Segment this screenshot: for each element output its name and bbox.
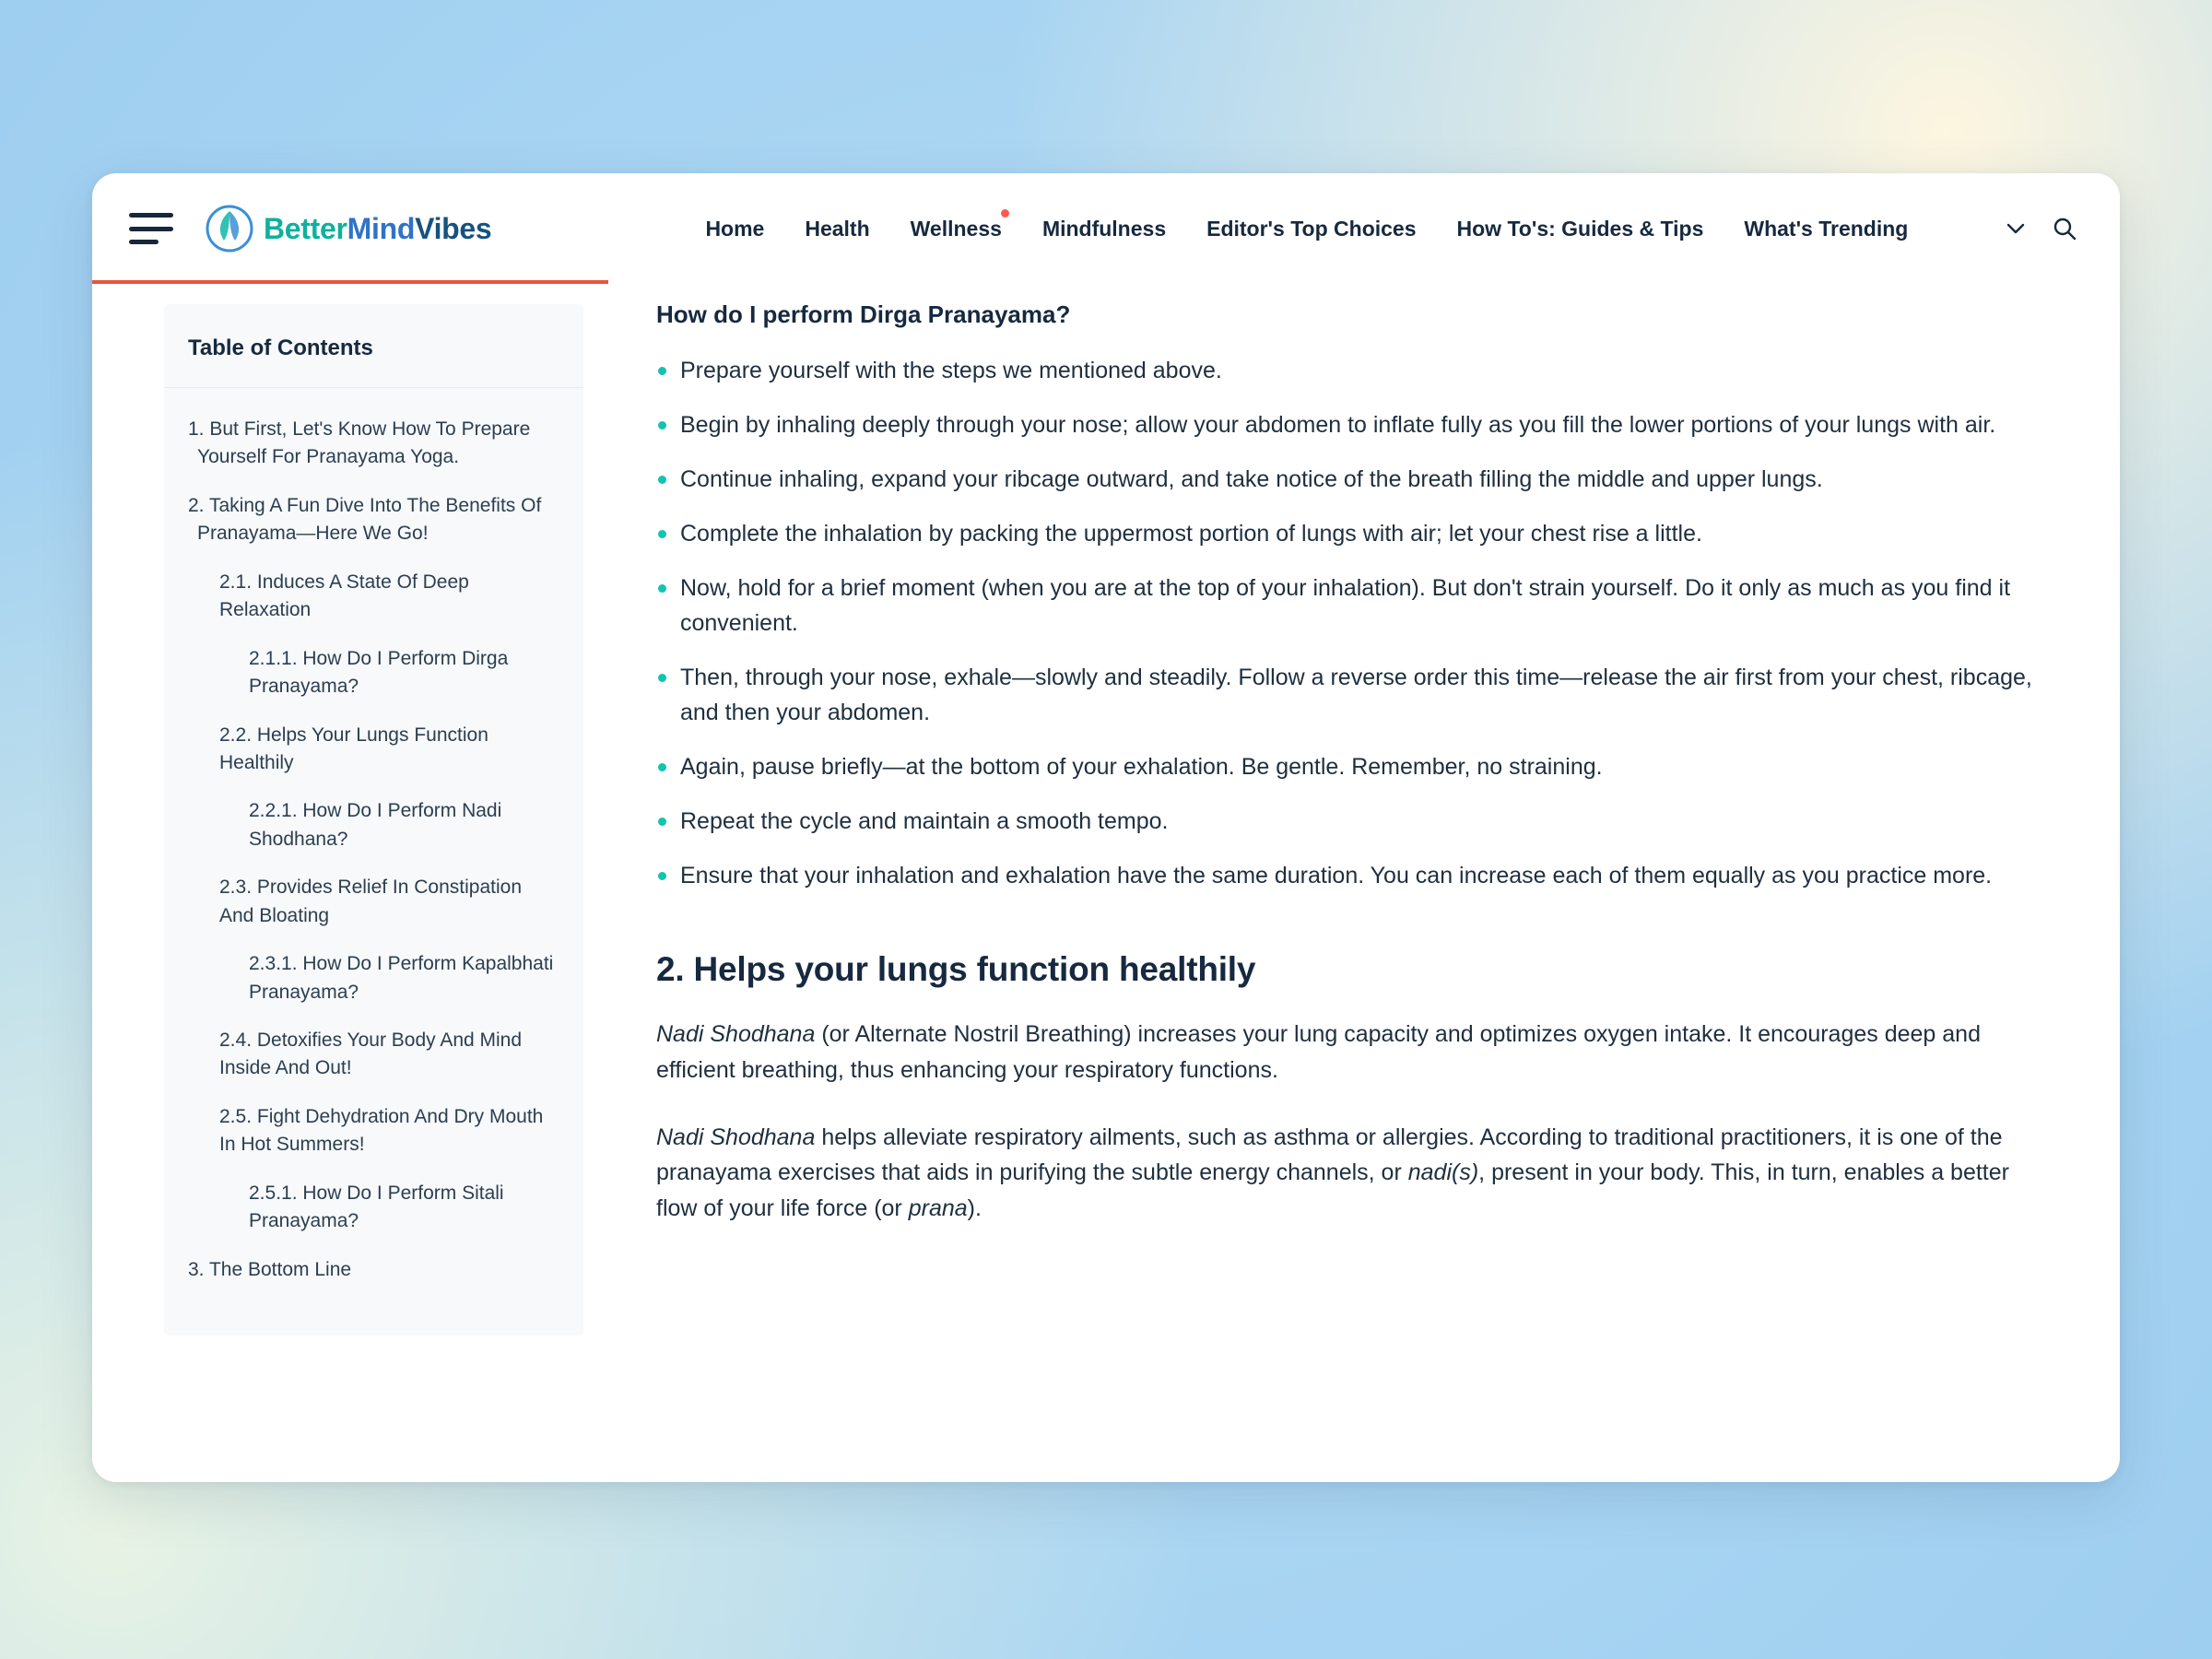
main-navigation (685, 207, 2004, 251)
nav-item-health[interactable] (784, 207, 889, 251)
list-item: Repeat the cycle and maintain a smooth tempo. (656, 804, 2032, 839)
sidebar (92, 284, 645, 1482)
list-item: Again, pause briefly—at the bottom of your exhalation. Be gentle. Remember, no straining. (656, 749, 2032, 784)
brand-vibes: Vibes (415, 211, 492, 245)
page-content (92, 284, 2120, 1482)
header-actions (2004, 216, 2120, 241)
leaf-circle-icon (205, 204, 254, 253)
nav-item-home[interactable] (685, 207, 784, 251)
nav-label: What's Trending (1744, 216, 1909, 241)
brand-better: Better (264, 211, 347, 245)
toc-item[interactable]: 2.3. Provides Relief In Constipation And Bloating (219, 877, 523, 926)
nav-item-mindfulness[interactable] (1022, 207, 1186, 251)
paragraph-2-part3: ). (967, 1195, 982, 1221)
question-heading: How do I perform Dirga Pranayama? (656, 300, 1071, 328)
nav-item-editors-top-choices[interactable] (1186, 207, 1436, 251)
site-logo[interactable] (205, 204, 491, 253)
hamburger-bar (129, 213, 173, 218)
section-heading: 2. Helps your lungs function healthily (656, 950, 1256, 988)
list-item: Begin by inhaling deeply through your nose; allow your abdomen to inflate fully as you fill the lower portions of your lungs with air. (656, 407, 2032, 442)
list-item: Prepare yourself with the steps we mentioned above. (656, 353, 2032, 388)
toc-item[interactable]: 2.4. Detoxifies Your Body And Mind Inside And Out! (219, 1030, 523, 1079)
brand-mind: Mind (347, 211, 416, 245)
browser-page-card (92, 173, 2120, 1482)
toc-item[interactable]: 2. Taking A Fun Dive Into The Benefits Of Pranayama—Here We Go! (188, 494, 542, 545)
nav-label: Wellness (910, 216, 1002, 241)
search-icon[interactable] (2052, 216, 2077, 241)
emphasis-term: nadi(s) (1407, 1159, 1479, 1186)
paragraph-2 (656, 1120, 2032, 1227)
toc-item[interactable]: 2.1.1. How Do I Perform Dirga Pranayama? (249, 647, 509, 698)
chevron-down-icon[interactable] (2004, 217, 2028, 241)
toc-item[interactable]: 2.1. Induces A State Of Deep Relaxation (219, 571, 469, 621)
notification-dot-icon (1001, 209, 1009, 218)
hamburger-menu-icon[interactable] (129, 213, 173, 244)
toc-item[interactable]: 2.2. Helps Your Lungs Function Healthily (219, 724, 488, 773)
brand-wordmark (264, 212, 491, 246)
toc-item[interactable]: 1. But First, Let's Know How To Prepare Yourself For Pranayama Yoga. (188, 418, 531, 468)
toc-item[interactable]: 2.2.1. How Do I Perform Nadi Shodhana? (249, 800, 502, 850)
emphasis-term: Nadi Shodhana (656, 1021, 816, 1047)
paragraph-2-part2: , present in your body. This, in turn, enables a better flow of your life force (or (656, 1159, 2009, 1221)
toc-item[interactable]: 2.5.1. How Do I Perform Sitali Pranayama? (249, 1182, 504, 1232)
toc-list (164, 388, 583, 1284)
nav-item-whats-trending[interactable] (1724, 207, 1928, 251)
nav-label: Mindfulness (1041, 216, 1167, 241)
table-of-contents (164, 304, 583, 1335)
toc-title: Table of Contents (164, 304, 583, 388)
hamburger-bar (129, 240, 159, 244)
header-accent-underline (92, 280, 608, 284)
list-item: Continue inhaling, expand your ribcage outward, and take notice of the breath filling the middle and upper lungs. (656, 462, 2032, 497)
emphasis-term: prana (908, 1195, 968, 1221)
list-item: Then, through your nose, exhale—slowly and steadily. Follow a reverse order this time—release the air first from your chest, ribcage, and then your abdomen. (656, 660, 2032, 730)
hamburger-bar (129, 227, 173, 231)
nav-label: Home (705, 216, 765, 241)
paragraph-1 (656, 1017, 2032, 1088)
nav-label: Editor's Top Choices (1206, 216, 1417, 241)
emphasis-term: Nadi Shodhana (656, 1124, 816, 1150)
nav-label: How To's: Guides & Tips (1456, 216, 1704, 241)
site-header (92, 173, 2120, 284)
paragraph-1-text: (or Alternate Nostril Breathing) increases your lung capacity and optimizes oxygen intake. It encourages deep and efficient breathing, thus enhancing your respiratory functions. (656, 1021, 1981, 1083)
toc-item[interactable]: 3. The Bottom Line (188, 1258, 352, 1280)
list-item: Complete the inhalation by packing the uppermost portion of lungs with air; let your chest rise a little. (656, 516, 2032, 551)
nav-item-how-tos[interactable] (1437, 207, 1724, 251)
toc-item[interactable]: 2.5. Fight Dehydration And Dry Mouth In Hot Summers! (219, 1105, 544, 1156)
paragraph-2-part1: helps alleviate respiratory ailments, such as asthma or allergies. According to traditional practitioners, it is one of the pranayama exercises that aids in purifying the subtle energy channels, or (656, 1124, 2003, 1186)
list-item: Ensure that your inhalation and exhalation have the same duration. You can increase each of them equally as you practice more. (656, 858, 2032, 893)
steps-list (656, 353, 2032, 893)
nav-item-wellness[interactable] (890, 207, 1022, 251)
toc-item[interactable]: 2.3.1. How Do I Perform Kapalbhati Pranayama? (249, 953, 554, 1003)
nav-label: Health (805, 216, 870, 241)
article-body (645, 284, 2120, 1482)
list-item: Now, hold for a brief moment (when you are at the top of your inhalation). But don't strain yourself. Do it only as much as you find it convenient. (656, 571, 2032, 641)
